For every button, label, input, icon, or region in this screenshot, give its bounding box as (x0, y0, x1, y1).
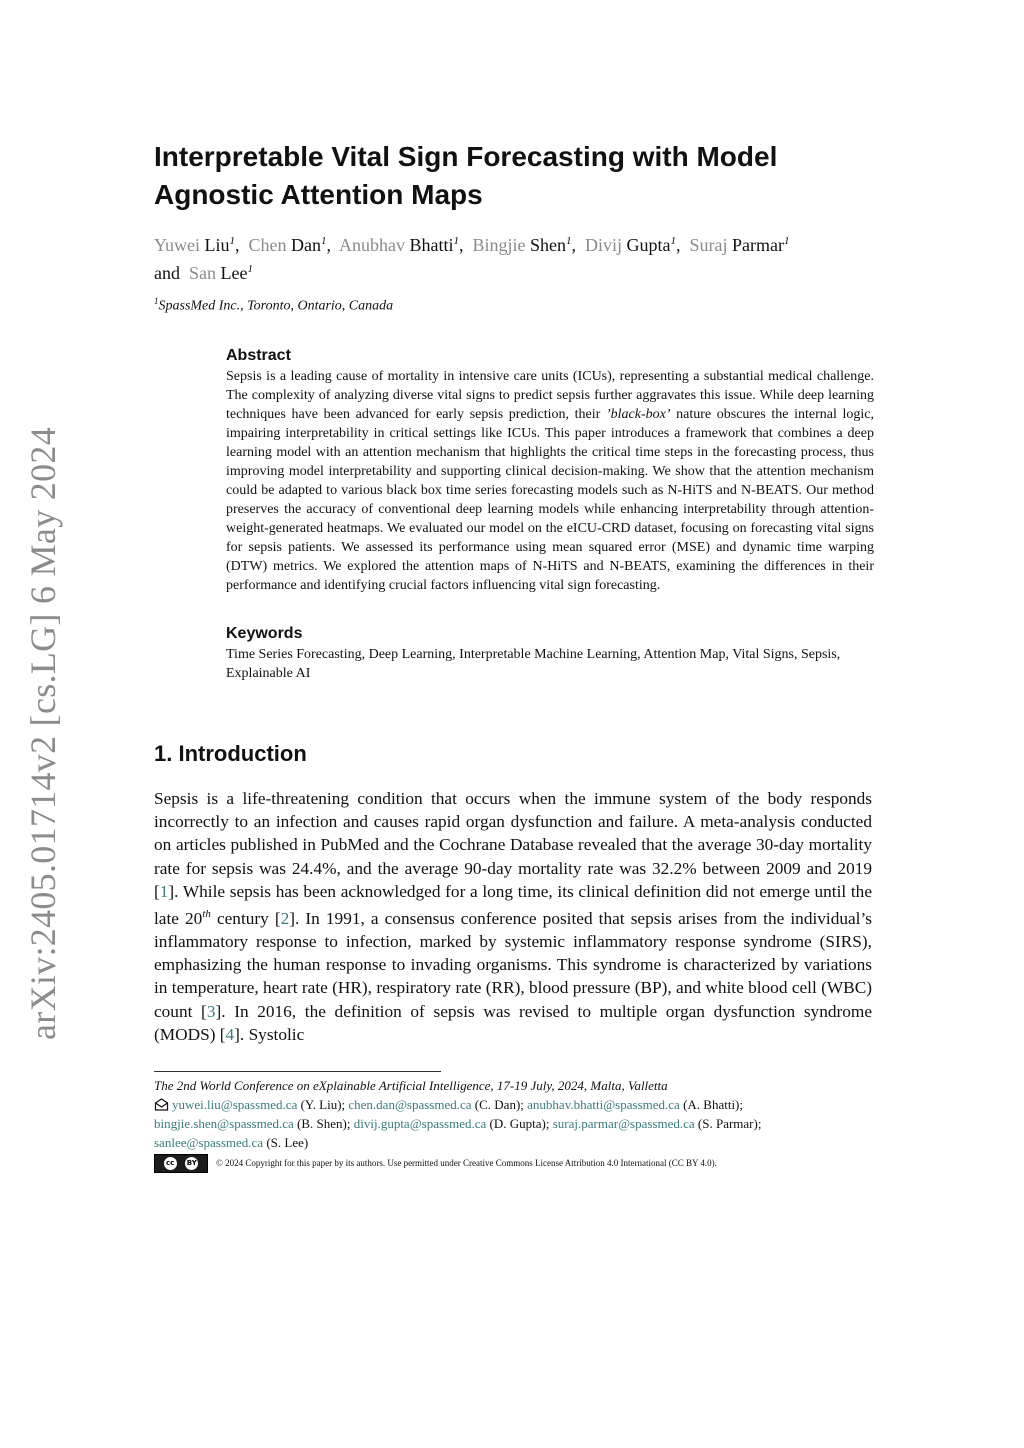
author: Anubhav Bhatti$^1$ (339, 235, 460, 255)
keywords-text: Time Series Forecasting, Deep Learning, Interpretable Machine Learning, Attention Map, Vital Signs, Sepsis, Explainable AI (226, 647, 841, 681)
author: Suraj Parmar$^1$ (689, 235, 790, 255)
citation-link[interactable]: 1 (159, 881, 169, 901)
abstract-text: Sepsis is a leading cause of mortality in intensive care units (ICUs), representing a substantial medical challenge. The complexity of analyzing diverse vital signs to predict sepsis further aggravates this issue. While deep learning techniques have been advanced for early sepsis prediction, their ’black-box’ nature obscures the internal logic, impairing interpretability in critical settings like ICUs. This paper introduces a framework that combines a deep learning model with an attention mechanism that highlights the critical time steps in the forecasting process, thus improving model interpretability and supporting clinical decision-making. We show that the attention mechanism could be adapted to various black box time series forecasting models such as N-HiTS and N-BEATS. Our method preserves the accuracy of conventional deep learning models while enhancing interpretability through attention-weight-generated heatmaps. We evaluated our model on the eICU-CRD dataset, focusing on forecasting vital signs for sepsis patients. We assessed its performance using mean squared error (MSE) and dynamic time warping (DTW) metrics. We explored the attention maps of N-HiTS and N-BEATS, examining the differences in their performance and identifying crucial factors influencing vital sign forecasting. (226, 369, 874, 593)
by-icon: BY (185, 1157, 198, 1170)
citation-link[interactable]: 4 (225, 1024, 235, 1044)
abstract-section (226, 346, 874, 595)
keywords-section (226, 624, 878, 683)
author: Yuwei Liu$^1$ (154, 235, 235, 255)
footnote-rule (154, 1071, 441, 1072)
author: Bingjie Shen$^1$ (472, 235, 572, 255)
affiliation: $^1$SpassMed Inc., Toronto, Ontario, Canada (154, 296, 394, 314)
cc-by-license-icon (154, 1154, 208, 1173)
introduction-heading: 1. Introduction (154, 741, 307, 766)
conference-note: The 2nd World Conference on eXplainable Artificial Intelligence, 17-19 July, 2024, Malta, Valletta (154, 1078, 668, 1093)
arxiv-identifier: arXiv:2405.01714v2 [cs.LG] 6 May 2024 (23, 426, 63, 1040)
email-link[interactable]: chen.dan@spassmed.ca (348, 1097, 472, 1112)
email-list: yuwei.liu@spassmed.ca (Y. Liu); chen.dan@spassmed.ca (C. Dan); anubhav.bhatti@spassmed.ca (A. Bhatti); bingjie.shen@spassmed.ca (B. Shen); divij.gupta@spassmed.ca (D. Gupta); suraj.parmar@spassmed.ca (S. Parmar); sanlee@spassmed.ca (S. Lee) (154, 1097, 762, 1150)
paper-title: Interpretable Vital Sign Forecasting with Model Agnostic Attention Maps (154, 141, 778, 210)
introduction-paragraph: Sepsis is a life-threatening condition that occurs when the immune system of the body responds incorrectly to an infection and causes rapid organ dysfunction and failure. A meta-analysis conducted on articles published in PubMed and the Cochrane Database revealed that the average 30-day mortality rate for sepsis was 24.4%, and the average 90-day mortality rate was 32.2% between 2009 and 2019 [1]. While sepsis has been acknowledged for a long time, its clinical definition did not emerge until the late 20th century [2]. In 1991, a consensus conference posited that sepsis arises from the individual’s inflammatory response to infection, marked by systemic inflammatory response syndrome (SIRS), emphasizing the human response to invading organisms. This syndrome is characterized by variations in temperature, heart rate (HR), respiratory rate (RR), blood pressure (BP), and white blood cell (WBC) count [3]. In 2016, the definition of sepsis was revised to multiple organ dysfunction syndrome (MODS) [4]. Systolic (154, 789, 872, 1044)
email-link[interactable]: suraj.parmar@spassmed.ca (552, 1116, 695, 1131)
email-link[interactable]: bingjie.shen@spassmed.ca (154, 1116, 294, 1131)
cc-icon: cc (164, 1157, 177, 1170)
license-row (154, 1154, 884, 1173)
email-link[interactable]: divij.gupta@spassmed.ca (353, 1116, 487, 1131)
author-list: Yuwei Liu$^1$, Chen Dan$^1$, Anubhav Bhatti$^1$, Bingjie Shen$^1$, Divij Gupta$^1$, Suraj Parmar$^1$ and San Lee$^1$ (154, 235, 790, 283)
footnotes (154, 1076, 884, 1173)
abstract-heading: Abstract (226, 347, 291, 364)
email-link[interactable]: yuwei.liu@spassmed.ca (172, 1097, 298, 1112)
envelope-icon (154, 1098, 169, 1111)
author: Chen Dan$^1$ (248, 235, 327, 255)
email-link[interactable]: sanlee@spassmed.ca (154, 1135, 264, 1150)
license-text: © 2024 Copyright for this paper by its authors. Use permitted under Creative Commons License Attribution 4.0 International (CC BY 4.0). (216, 1158, 717, 1168)
author: San Lee$^1$ (189, 263, 253, 283)
email-link[interactable]: anubhav.bhatti@spassmed.ca (527, 1097, 680, 1112)
citation-link[interactable]: 2 (280, 908, 290, 928)
keywords-heading: Keywords (226, 625, 303, 642)
citation-link[interactable]: 3 (206, 1001, 216, 1021)
authors-and: and (154, 263, 180, 283)
author: Divij Gupta$^1$ (585, 235, 677, 255)
